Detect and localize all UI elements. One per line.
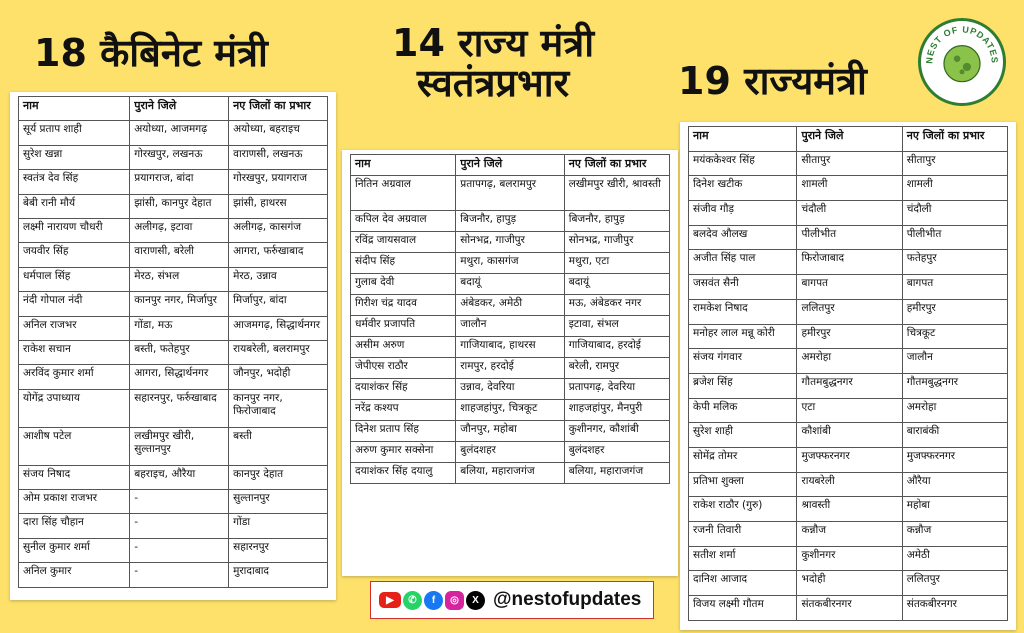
new-districts-cell: आगरा, फर्रुखाबाद xyxy=(229,243,328,267)
new-districts-cell: पीलीभीत xyxy=(902,225,1007,250)
column-header-name: नाम xyxy=(19,97,130,121)
old-districts-cell: उन्नाव, देवरिया xyxy=(456,379,564,400)
new-districts-cell: हमीरपुर xyxy=(902,299,1007,324)
new-districts-cell: सीतापुर xyxy=(902,151,1007,176)
state-table xyxy=(688,126,1008,621)
table-row xyxy=(689,324,1008,349)
minister-name-cell: दारा सिंह चौहान xyxy=(19,514,130,538)
old-districts-cell: अयोध्या, आजमगढ़ xyxy=(130,121,229,145)
table-row xyxy=(19,538,328,562)
old-districts-cell: चंदौली xyxy=(797,201,902,226)
table-row xyxy=(19,389,328,427)
new-districts-cell: गोरखपुर, प्रयागराज xyxy=(229,170,328,194)
old-districts-cell: - xyxy=(130,563,229,587)
minister-name-cell: मयंककेश्वर सिंह xyxy=(689,151,797,176)
old-districts-cell: बुलंदशहर xyxy=(456,442,564,463)
minister-name-cell: धर्मपाल सिंह xyxy=(19,267,130,291)
table-row xyxy=(351,421,670,442)
table-header-row xyxy=(19,97,328,121)
table-row xyxy=(689,275,1008,300)
minister-name-cell: ब्रजेश सिंह xyxy=(689,373,797,398)
minister-name-cell: स्वतंत्र देव सिंह xyxy=(19,170,130,194)
minister-name-cell: नरेंद्र कश्यप xyxy=(351,400,456,421)
table-row xyxy=(689,423,1008,448)
new-districts-cell: मऊ, अंबेडकर नगर xyxy=(564,295,669,316)
minister-name-cell: राकेश राठौर (गुरु) xyxy=(689,497,797,522)
minister-name-cell: अरुण कुमार सक्सेना xyxy=(351,442,456,463)
table-row xyxy=(689,546,1008,571)
cabinet-table-body xyxy=(19,121,328,587)
instagram-icon[interactable]: ◎ xyxy=(445,591,464,610)
table-row xyxy=(689,201,1008,226)
new-districts-cell: शाहजहांपुर, मैनपुरी xyxy=(564,400,669,421)
minister-name-cell: दिनेश प्रताप सिंह xyxy=(351,421,456,442)
old-districts-cell: कुशीनगर xyxy=(797,546,902,571)
old-districts-cell: सीतापुर xyxy=(797,151,902,176)
new-districts-cell: सहारनपुर xyxy=(229,538,328,562)
table-row xyxy=(19,514,328,538)
table-row xyxy=(351,316,670,337)
minister-name-cell: अनिल राजभर xyxy=(19,316,130,340)
old-districts-cell: अंबेडकर, अमेठी xyxy=(456,295,564,316)
old-districts-cell: लखीमपुर खीरी, सुल्तानपुर xyxy=(130,427,229,465)
x-icon[interactable]: X xyxy=(466,591,485,610)
old-districts-cell: हमीरपुर xyxy=(797,324,902,349)
new-districts-cell: बलिया, महाराजगंज xyxy=(564,463,669,484)
old-districts-cell: संतकबीरनगर xyxy=(797,596,902,621)
minister-name-cell: संजय निषाद xyxy=(19,465,130,489)
old-districts-cell: बिजनौर, हापुड़ xyxy=(456,211,564,232)
independent-table xyxy=(350,154,670,484)
column-header-name: नाम xyxy=(351,155,456,176)
new-districts-cell: गाजियाबाद, हरदोई xyxy=(564,337,669,358)
new-districts-cell: औरैया xyxy=(902,472,1007,497)
independent-heading-line1: 14 राज्य मंत्री xyxy=(392,21,595,65)
minister-name-cell: कपिल देव अग्रवाल xyxy=(351,211,456,232)
table-header-row xyxy=(351,155,670,176)
new-districts-cell: कन्नौज xyxy=(902,522,1007,547)
minister-name-cell: दयाशंकर सिंह xyxy=(351,379,456,400)
logo-text: NEST OF UPDATES xyxy=(924,24,1000,64)
new-districts-cell: अयोध्या, बहराइच xyxy=(229,121,328,145)
social-footer xyxy=(370,581,654,619)
new-districts-cell: मेरठ, उन्नाव xyxy=(229,267,328,291)
column-header-new-districts: नए जिलों का प्रभार xyxy=(902,127,1007,152)
minister-name-cell: नंदी गोपाल नंदी xyxy=(19,292,130,316)
table-row xyxy=(19,267,328,291)
new-districts-cell: कुशीनगर, कौशांबी xyxy=(564,421,669,442)
table-row xyxy=(351,211,670,232)
table-row xyxy=(351,274,670,295)
old-districts-cell: - xyxy=(130,514,229,538)
old-districts-cell: मेरठ, संभल xyxy=(130,267,229,291)
state-table-body xyxy=(689,151,1008,620)
old-districts-cell: बस्ती, फतेहपुर xyxy=(130,340,229,364)
new-districts-cell: महोबा xyxy=(902,497,1007,522)
minister-name-cell: गिरीश चंद्र यादव xyxy=(351,295,456,316)
new-districts-cell: मुरादाबाद xyxy=(229,563,328,587)
table-row xyxy=(19,243,328,267)
new-districts-cell: आजमगढ़, सिद्धार्थनगर xyxy=(229,316,328,340)
minister-name-cell: संदीप सिंह xyxy=(351,253,456,274)
table-row xyxy=(19,121,328,145)
table-row xyxy=(689,151,1008,176)
new-districts-cell: चित्रकूट xyxy=(902,324,1007,349)
table-row xyxy=(19,145,328,169)
old-districts-cell: मुजफ्फरनगर xyxy=(797,447,902,472)
old-districts-cell: शामली xyxy=(797,176,902,201)
old-districts-cell: शाहजहांपुर, चित्रकूट xyxy=(456,400,564,421)
old-districts-cell: मथुरा, कासगंज xyxy=(456,253,564,274)
new-districts-cell: चंदौली xyxy=(902,201,1007,226)
table-row xyxy=(351,232,670,253)
new-districts-cell: कानपुर नगर, फिरोजाबाद xyxy=(229,389,328,427)
minister-name-cell: गुलाब देवी xyxy=(351,274,456,295)
minister-name-cell: सुरेश शाही xyxy=(689,423,797,448)
independent-sheet xyxy=(342,150,678,576)
new-districts-cell: गोंडा xyxy=(229,514,328,538)
old-districts-cell: अमरोहा xyxy=(797,349,902,374)
minister-name-cell: बलदेव औलख xyxy=(689,225,797,250)
old-districts-cell: अलीगढ़, इटावा xyxy=(130,218,229,242)
minister-name-cell: आशीष पटेल xyxy=(19,427,130,465)
minister-name-cell: जयवीर सिंह xyxy=(19,243,130,267)
table-row xyxy=(689,373,1008,398)
minister-name-cell: जसवंत सैनी xyxy=(689,275,797,300)
new-districts-cell: रायबरेली, बलरामपुर xyxy=(229,340,328,364)
minister-name-cell: योगेंद्र उपाध्याय xyxy=(19,389,130,427)
new-districts-cell: गौतमबुद्धनगर xyxy=(902,373,1007,398)
minister-name-cell: दानिश आजाद xyxy=(689,571,797,596)
minister-name-cell: केपी मलिक xyxy=(689,398,797,423)
table-row xyxy=(351,253,670,274)
minister-name-cell: सुनील कुमार शर्मा xyxy=(19,538,130,562)
table-row xyxy=(19,316,328,340)
minister-name-cell: लक्ष्मी नारायण चौधरी xyxy=(19,218,130,242)
old-districts-cell: रामपुर, हरदोई xyxy=(456,358,564,379)
social-handle[interactable]: @nestofupdates xyxy=(493,589,642,610)
cabinet-sheet xyxy=(10,92,336,600)
new-districts-cell: ललितपुर xyxy=(902,571,1007,596)
old-districts-cell: बागपत xyxy=(797,275,902,300)
minister-name-cell: रविंद्र जायसवाल xyxy=(351,232,456,253)
new-districts-cell: अलीगढ़, कासगंज xyxy=(229,218,328,242)
table-row xyxy=(351,442,670,463)
new-districts-cell: सोनभद्र, गाजीपुर xyxy=(564,232,669,253)
globe-logo-icon xyxy=(918,18,1006,106)
table-row xyxy=(19,490,328,514)
independent-heading xyxy=(392,21,595,105)
old-districts-cell: फिरोजाबाद xyxy=(797,250,902,275)
old-districts-cell: कौशांबी xyxy=(797,423,902,448)
table-row xyxy=(351,176,670,211)
new-districts-cell: लखीमपुर खीरी, श्रावस्ती xyxy=(564,176,669,211)
table-row xyxy=(689,299,1008,324)
table-row xyxy=(351,295,670,316)
new-districts-cell: झांसी, हाथरस xyxy=(229,194,328,218)
old-districts-cell: जालौन xyxy=(456,316,564,337)
column-header-new-districts: नए जिलों का प्रभार xyxy=(564,155,669,176)
cabinet-table xyxy=(18,96,328,588)
old-districts-cell: - xyxy=(130,538,229,562)
old-districts-cell: गोरखपुर, लखनऊ xyxy=(130,145,229,169)
table-row xyxy=(689,472,1008,497)
minister-name-cell: सुरेश खन्ना xyxy=(19,145,130,169)
table-row xyxy=(689,250,1008,275)
column-header-name: नाम xyxy=(689,127,797,152)
table-row xyxy=(19,170,328,194)
new-districts-cell: बिजनौर, हापुड़ xyxy=(564,211,669,232)
new-districts-cell: मथुरा, एटा xyxy=(564,253,669,274)
table-row xyxy=(351,337,670,358)
facebook-icon[interactable]: f xyxy=(424,591,443,610)
minister-name-cell: राकेश सचान xyxy=(19,340,130,364)
table-row xyxy=(689,596,1008,621)
column-header-old-districts: पुराने जिले xyxy=(130,97,229,121)
minister-name-cell: ओम प्रकाश राजभर xyxy=(19,490,130,514)
new-districts-cell: बस्ती xyxy=(229,427,328,465)
old-districts-cell: जौनपुर, महोबा xyxy=(456,421,564,442)
minister-name-cell: दयाशंकर सिंह दयालु xyxy=(351,463,456,484)
whatsapp-icon[interactable]: ✆ xyxy=(403,591,422,610)
table-row xyxy=(19,340,328,364)
logo-graphic xyxy=(921,21,1003,103)
new-districts-cell: अमेठी xyxy=(902,546,1007,571)
table-row xyxy=(689,571,1008,596)
new-districts-cell: बरेली, रामपुर xyxy=(564,358,669,379)
state-heading: 19 राज्यमंत्री xyxy=(678,59,867,103)
table-row xyxy=(19,292,328,316)
table-row xyxy=(689,522,1008,547)
old-districts-cell: पीलीभीत xyxy=(797,225,902,250)
independent-heading-line2: स्वतंत्रप्रभार xyxy=(416,60,570,105)
old-districts-cell: ललितपुर xyxy=(797,299,902,324)
old-districts-cell: गौतमबुद्धनगर xyxy=(797,373,902,398)
old-districts-cell: एटा xyxy=(797,398,902,423)
table-row xyxy=(19,194,328,218)
minister-name-cell: जेपीएस राठौर xyxy=(351,358,456,379)
table-row xyxy=(689,225,1008,250)
old-districts-cell: गाजियाबाद, हाथरस xyxy=(456,337,564,358)
old-districts-cell: बहराइच, औरैया xyxy=(130,465,229,489)
new-districts-cell: अमरोहा xyxy=(902,398,1007,423)
table-row xyxy=(19,218,328,242)
new-districts-cell: इटावा, संभल xyxy=(564,316,669,337)
minister-name-cell: अजीत सिंह पाल xyxy=(689,250,797,275)
minister-name-cell: सतीश शर्मा xyxy=(689,546,797,571)
table-row xyxy=(689,398,1008,423)
old-districts-cell: झांसी, कानपुर देहात xyxy=(130,194,229,218)
table-row xyxy=(689,447,1008,472)
new-districts-cell: बुलंदशहर xyxy=(564,442,669,463)
minister-name-cell: अरविंद कुमार शर्मा xyxy=(19,365,130,389)
youtube-icon[interactable]: ▶ xyxy=(379,592,401,608)
minister-name-cell: असीम अरुण xyxy=(351,337,456,358)
new-districts-cell: कानपुर देहात xyxy=(229,465,328,489)
independent-table-body xyxy=(351,176,670,484)
table-row xyxy=(689,497,1008,522)
old-districts-cell: श्रावस्ती xyxy=(797,497,902,522)
table-row xyxy=(689,349,1008,374)
old-districts-cell: प्रतापगढ़, बलरामपुर xyxy=(456,176,564,211)
table-row xyxy=(19,365,328,389)
cabinet-heading: 18 कैबिनेट मंत्री xyxy=(34,31,268,75)
table-row xyxy=(19,465,328,489)
old-districts-cell: कानपुर नगर, मिर्जापुर xyxy=(130,292,229,316)
new-districts-cell: शामली xyxy=(902,176,1007,201)
table-row xyxy=(19,563,328,587)
new-districts-cell: बागपत xyxy=(902,275,1007,300)
minister-name-cell: बेबी रानी मौर्य xyxy=(19,194,130,218)
old-districts-cell: बलिया, महाराजगंज xyxy=(456,463,564,484)
old-districts-cell: रायबरेली xyxy=(797,472,902,497)
new-districts-cell: प्रतापगढ़, देवरिया xyxy=(564,379,669,400)
old-districts-cell: कन्नौज xyxy=(797,522,902,547)
old-districts-cell: - xyxy=(130,490,229,514)
minister-name-cell: संजीव गौड़ xyxy=(689,201,797,226)
new-districts-cell: मिर्जापुर, बांदा xyxy=(229,292,328,316)
old-districts-cell: बदायूं xyxy=(456,274,564,295)
minister-name-cell: विजय लक्ष्मी गौतम xyxy=(689,596,797,621)
minister-name-cell: धर्मवीर प्रजापति xyxy=(351,316,456,337)
minister-name-cell: सोमेंद्र तोमर xyxy=(689,447,797,472)
state-sheet xyxy=(680,122,1016,630)
minister-name-cell: सूर्य प्रताप शाही xyxy=(19,121,130,145)
old-districts-cell: भदोही xyxy=(797,571,902,596)
new-districts-cell: बाराबंकी xyxy=(902,423,1007,448)
new-districts-cell: मुजफ्फरनगर xyxy=(902,447,1007,472)
old-districts-cell: प्रयागराज, बांदा xyxy=(130,170,229,194)
minister-name-cell: रजनी तिवारी xyxy=(689,522,797,547)
old-districts-cell: सहारनपुर, फर्रुखाबाद xyxy=(130,389,229,427)
minister-name-cell: नितिन अग्रवाल xyxy=(351,176,456,211)
new-districts-cell: बदायूं xyxy=(564,274,669,295)
old-districts-cell: सोनभद्र, गाजीपुर xyxy=(456,232,564,253)
new-districts-cell: संतकबीरनगर xyxy=(902,596,1007,621)
column-header-old-districts: पुराने जिले xyxy=(797,127,902,152)
new-districts-cell: सुल्तानपुर xyxy=(229,490,328,514)
minister-name-cell: अनिल कुमार xyxy=(19,563,130,587)
old-districts-cell: आगरा, सिद्धार्थनगर xyxy=(130,365,229,389)
table-row xyxy=(351,463,670,484)
minister-name-cell: प्रतिभा शुक्ला xyxy=(689,472,797,497)
table-row xyxy=(351,358,670,379)
table-row xyxy=(351,379,670,400)
old-districts-cell: गोंडा, मऊ xyxy=(130,316,229,340)
new-districts-cell: जौनपुर, भदोही xyxy=(229,365,328,389)
table-row xyxy=(351,400,670,421)
old-districts-cell: वाराणसी, बरेली xyxy=(130,243,229,267)
column-header-new-districts: नए जिलों का प्रभार xyxy=(229,97,328,121)
minister-name-cell: संजय गंगवार xyxy=(689,349,797,374)
table-row xyxy=(19,427,328,465)
minister-name-cell: मनोहर लाल मन्नू कोरी xyxy=(689,324,797,349)
table-header-row xyxy=(689,127,1008,152)
minister-name-cell: दिनेश खटीक xyxy=(689,176,797,201)
column-header-old-districts: पुराने जिले xyxy=(456,155,564,176)
new-districts-cell: वाराणसी, लखनऊ xyxy=(229,145,328,169)
table-row xyxy=(689,176,1008,201)
new-districts-cell: फतेहपुर xyxy=(902,250,1007,275)
new-districts-cell: जालौन xyxy=(902,349,1007,374)
minister-name-cell: रामकेश निषाद xyxy=(689,299,797,324)
